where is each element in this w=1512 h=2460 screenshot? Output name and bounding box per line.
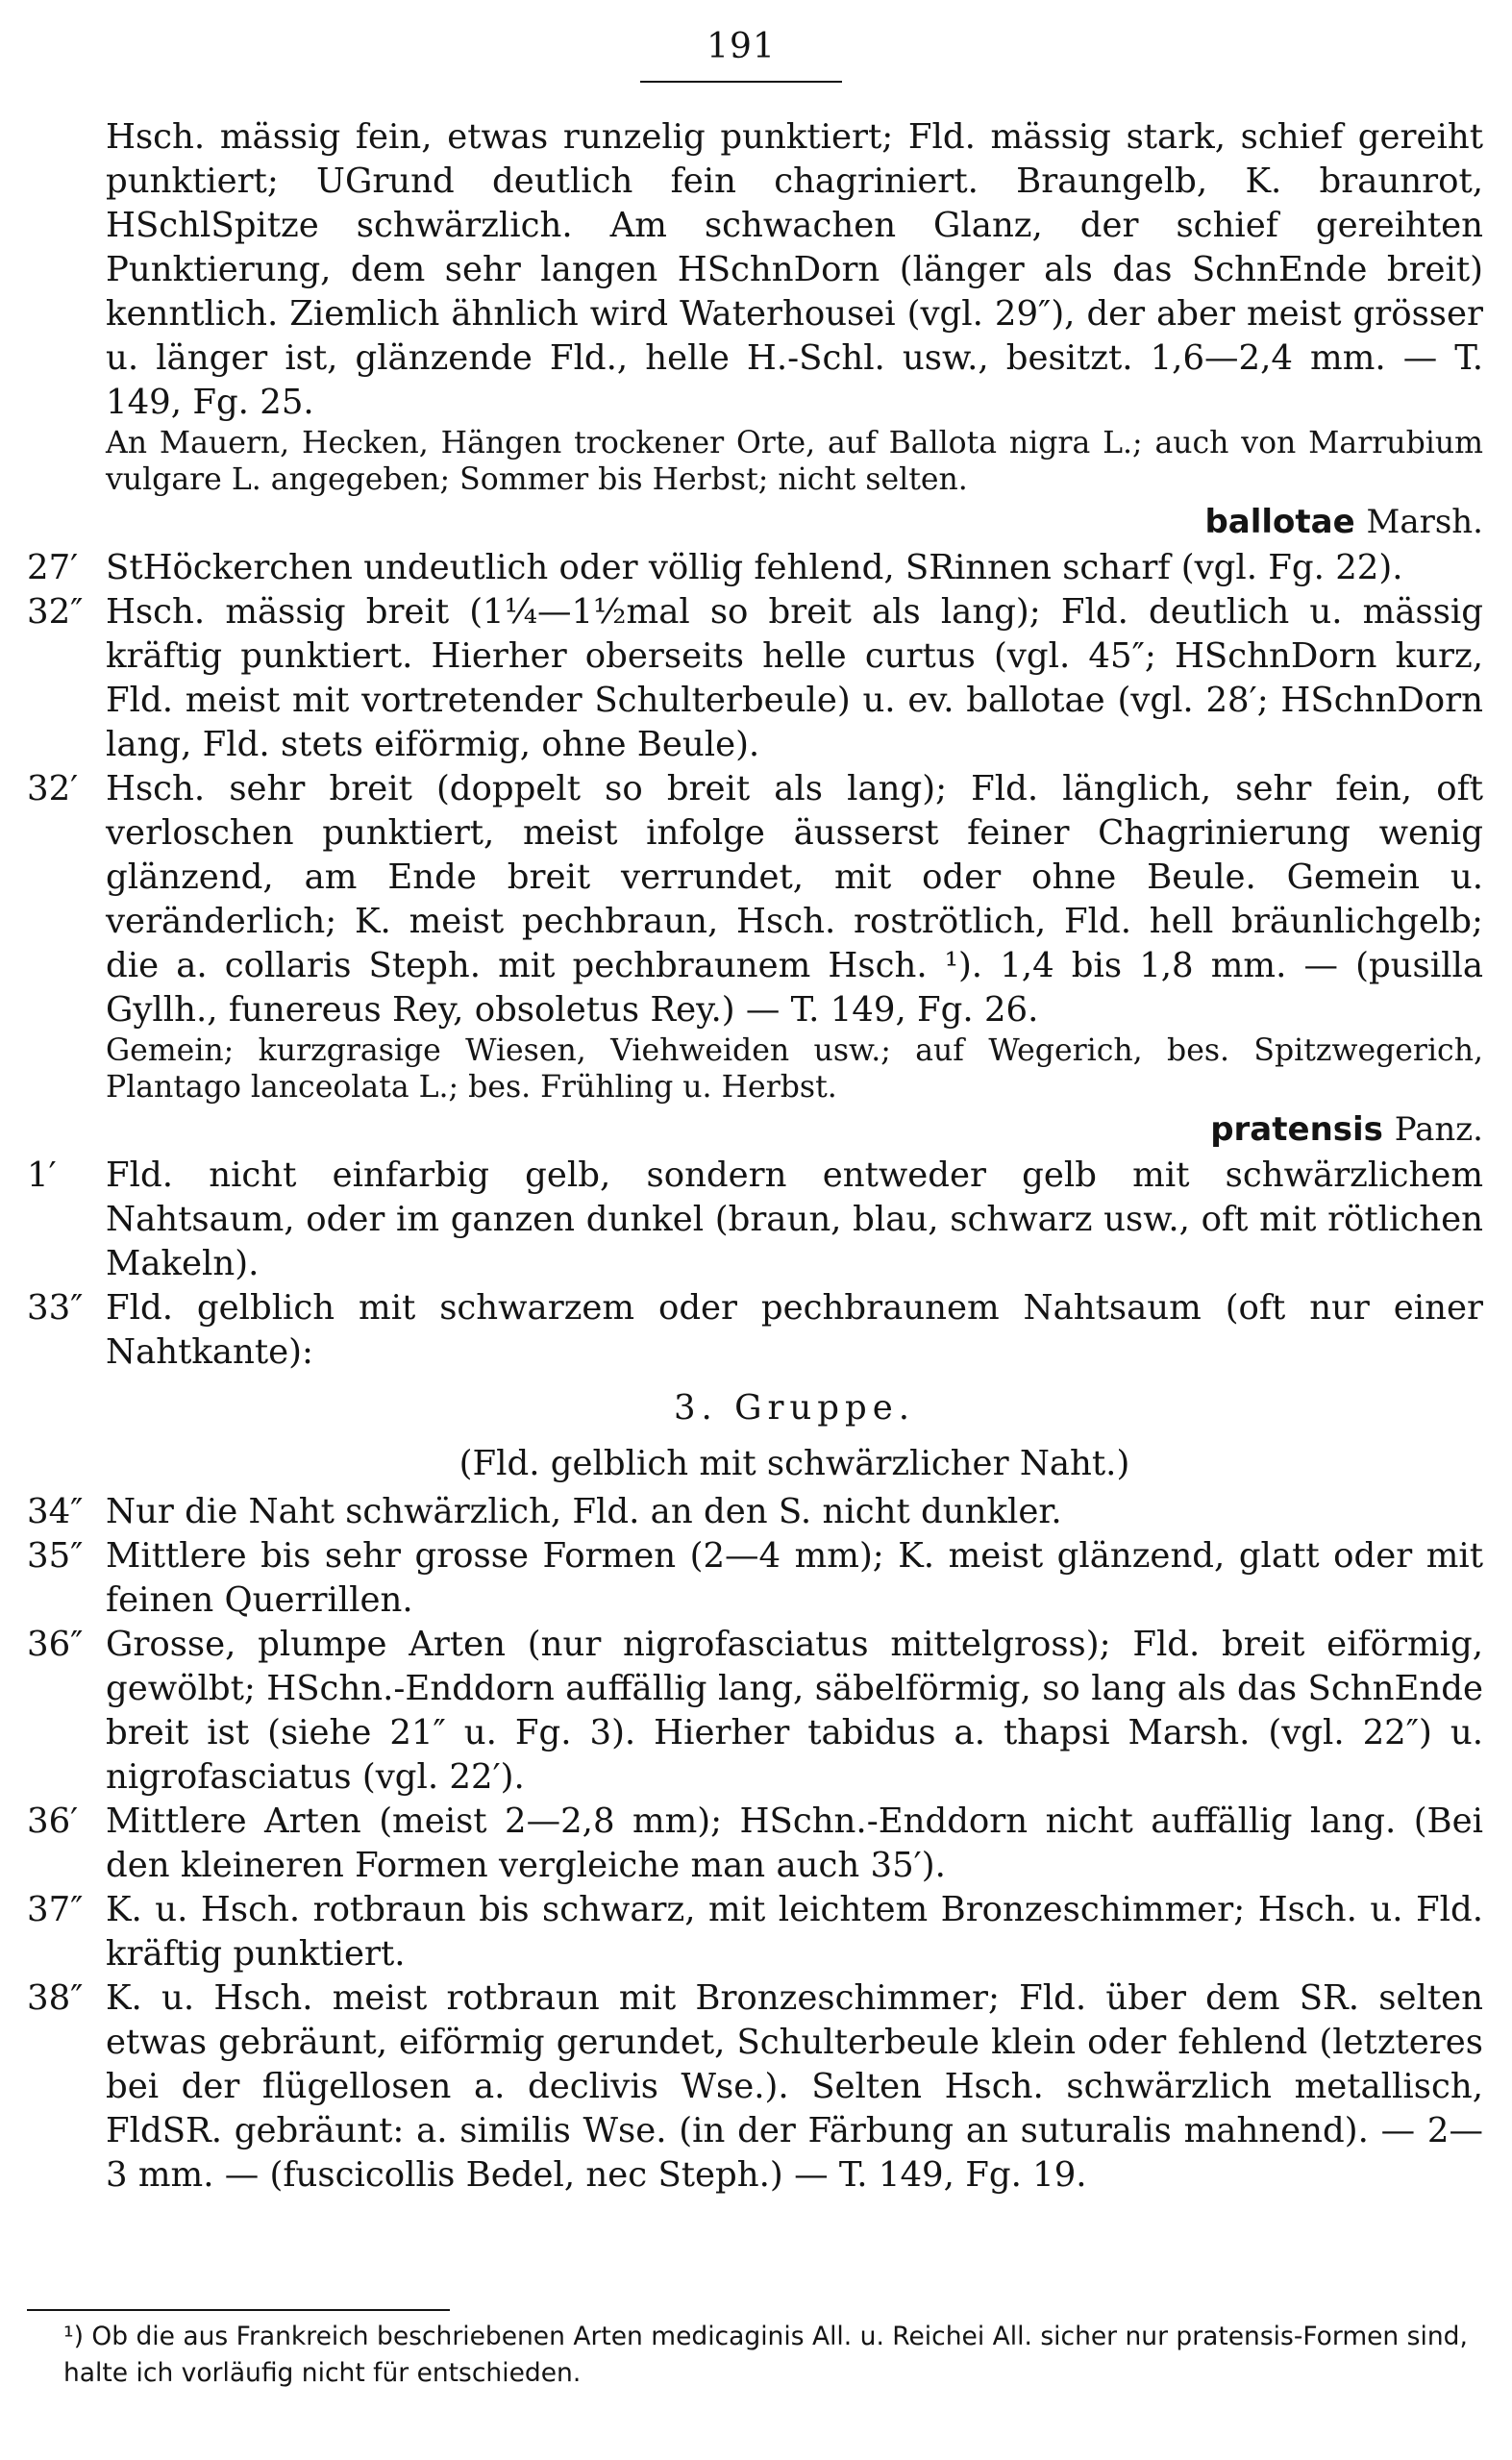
footnote-rule <box>27 2309 450 2311</box>
header-rule <box>640 81 842 83</box>
entry-number: 36″ <box>27 1625 84 1664</box>
entry-text: Hsch. sehr breit (doppelt so breit als lang); Fld. länglich, sehr fein, oft verloschen punktiert, meist infolge äusserst feiner Chagrinierung wenig glänzend, am Ende breit verrundet, mit oder ohne Beule. Gemein u. veränderlich; K. meist pechbraun, Hsch. roströtlich, Fld. hell bräunlichgelb; die a. collaris Steph. mit pechbraunem Hsch. ¹). 1,4 bis 1,8 mm. — (pusilla Gyllh., funereus Rey, obsoletus Rey.) — T. 149, Fg. 26. <box>106 769 1483 1030</box>
habitat-note <box>27 1032 1483 1106</box>
species-author: Panz. <box>1394 1110 1483 1149</box>
species-name <box>27 498 1483 546</box>
key-entry <box>27 1976 1483 2198</box>
species-label: pratensis <box>1210 1110 1383 1149</box>
entry-number: 34″ <box>27 1492 84 1531</box>
entry-text: Mittlere bis sehr grosse Formen (2—4 mm); K. meist glänzend, glatt oder mit feinen Querrillen. <box>106 1536 1483 1620</box>
entry-number: 32″ <box>27 592 84 632</box>
species-name <box>27 1106 1483 1154</box>
key-entry <box>27 1888 1483 1976</box>
entry-number: 27′ <box>27 548 79 587</box>
group-heading: 3. Gruppe. <box>673 1388 916 1428</box>
habitat-text: Gemein; kurzgrasige Wiesen, Viehweiden usw.; auf Wegerich, bes. Spitzwegerich, Plantago lanceolata L.; bes. Frühling u. Herbst. <box>106 1033 1483 1105</box>
key-entry <box>27 1800 1483 1888</box>
footnote-text: ¹) Ob die aus Frankreich beschriebenen Arten medicaginis All. u. Reichei All. sicher nur pratensis-Formen sind, halte ich vorläufig nicht für entschieden. <box>63 2322 1468 2388</box>
page-body <box>27 115 1483 2198</box>
entry-text: Mittlere Arten (meist 2—2,8 mm); HSchn.-Enddorn nicht auffällig lang. (Bei den kleineren Formen vergleiche man auch 35′). <box>106 1802 1483 1885</box>
entry-text: Fld. gelblich mit schwarzem oder pechbraunem Nahtsaum (oft nur einer Nahtkante): <box>106 1288 1483 1372</box>
key-entry <box>27 1623 1483 1800</box>
paragraph-text: Hsch. mässig fein, etwas runzelig punktiert; Fld. mässig stark, schief gereiht punktiert; UGrund deutlich fein chagriniert. Braungelb, K. braunrot, HSchlSpitze schwärzlich. Am schwachen Glanz, der schief gereihten Punktierung, dem sehr langen HSchnDorn (länger als das SchnEnde breit) kenntlich. Ziemlich ähnlich wird Waterhousei (vgl. 29″), der aber meist grösser u. länger ist, glänzende Fld., helle H.-Schl. usw., besitzt. 1,6—2,4 mm. — T. 149, Fg. 25. <box>106 117 1483 422</box>
species-author: Marsh. <box>1366 503 1483 541</box>
entry-number: 38″ <box>27 1978 84 2018</box>
entry-number: 36′ <box>27 1802 79 1841</box>
entry-text: K. u. Hsch. meist rotbraun mit Bronzeschimmer; Fld. über dem SR. selten etwas gebräunt, eiförmig gerundet, Schulterbeule klein oder fehlend (letzteres bei der flügellosen a. declivis Wse.). Selten Hsch. schwärzlich metallisch, FldSR. gebräunt: a. similis Wse. (in der Färbung an suturalis mahnend). — 2—3 mm. — (fuscicollis Bedel, nec Steph.) — T. 149, Fg. 19. <box>106 1978 1483 2195</box>
entry-text: K. u. Hsch. rotbraun bis schwarz, mit leichtem Bronzeschimmer; Hsch. u. Fld. kräftig punktiert. <box>106 1890 1483 1974</box>
key-entry <box>27 1534 1483 1623</box>
entry-text: Hsch. mässig breit (1¼—1½mal so breit als lang); Fld. deutlich u. mässig kräftig punktiert. Hierher oberseits helle curtus (vgl. 45″; HSchnDorn kurz, Fld. meist mit vortretender Schulterbeule) u. ev. ballotae (vgl. 28′; HSchnDorn lang, Fld. stets eiförmig, ohne Beule). <box>106 592 1483 764</box>
footnote <box>27 2319 1483 2392</box>
entry-text: Fld. nicht einfarbig gelb, sondern entweder gelb mit schwärzlichem Nahtsaum, oder im ganzen dunkel (braun, blau, schwarz usw., oft mit rötlichen Makeln). <box>106 1155 1483 1283</box>
entry-text: Grosse, plumpe Arten (nur nigrofasciatus mittelgross); Fld. breit eiförmig, gewölbt; HSchn.-Enddorn auffällig lang, säbelförmig, so lang als das SchnEnde breit ist (siehe 21″ u. Fg. 3). Hierher tabidus a. thapsi Marsh. (vgl. 22″) u. nigrofasciatus (vgl. 22′). <box>106 1625 1483 1797</box>
entry-number: 32′ <box>27 769 79 808</box>
entry-text: StHöckerchen undeutlich oder völlig fehlend, SRinnen scharf (vgl. Fg. 22). <box>106 548 1403 587</box>
page-number: 191 <box>706 27 776 66</box>
key-entry <box>27 590 1483 767</box>
key-entry <box>27 1490 1483 1534</box>
entry-text: Nur die Naht schwärzlich, Fld. an den S. nicht dunkler. <box>106 1492 1062 1531</box>
species-label: ballotae <box>1204 503 1355 541</box>
key-entry <box>27 1286 1483 1375</box>
key-entry <box>27 767 1483 1032</box>
habitat-text: An Mauern, Hecken, Hängen trockener Orte, auf Ballota nigra L.; auch von Marrubium vulgare L. angegeben; Sommer bis Herbst; nicht selten. <box>106 426 1483 497</box>
entry-number: 35″ <box>27 1536 84 1576</box>
entry-number: 37″ <box>27 1890 84 1929</box>
entry-number: 1′ <box>27 1155 57 1195</box>
habitat-note <box>27 425 1483 498</box>
key-entry <box>27 546 1483 590</box>
key-entry <box>27 1154 1483 1286</box>
group-subheading: (Fld. gelblich mit schwärzlicher Naht.) <box>459 1444 1130 1483</box>
entry-number: 33″ <box>27 1288 84 1328</box>
paragraph <box>27 115 1483 425</box>
